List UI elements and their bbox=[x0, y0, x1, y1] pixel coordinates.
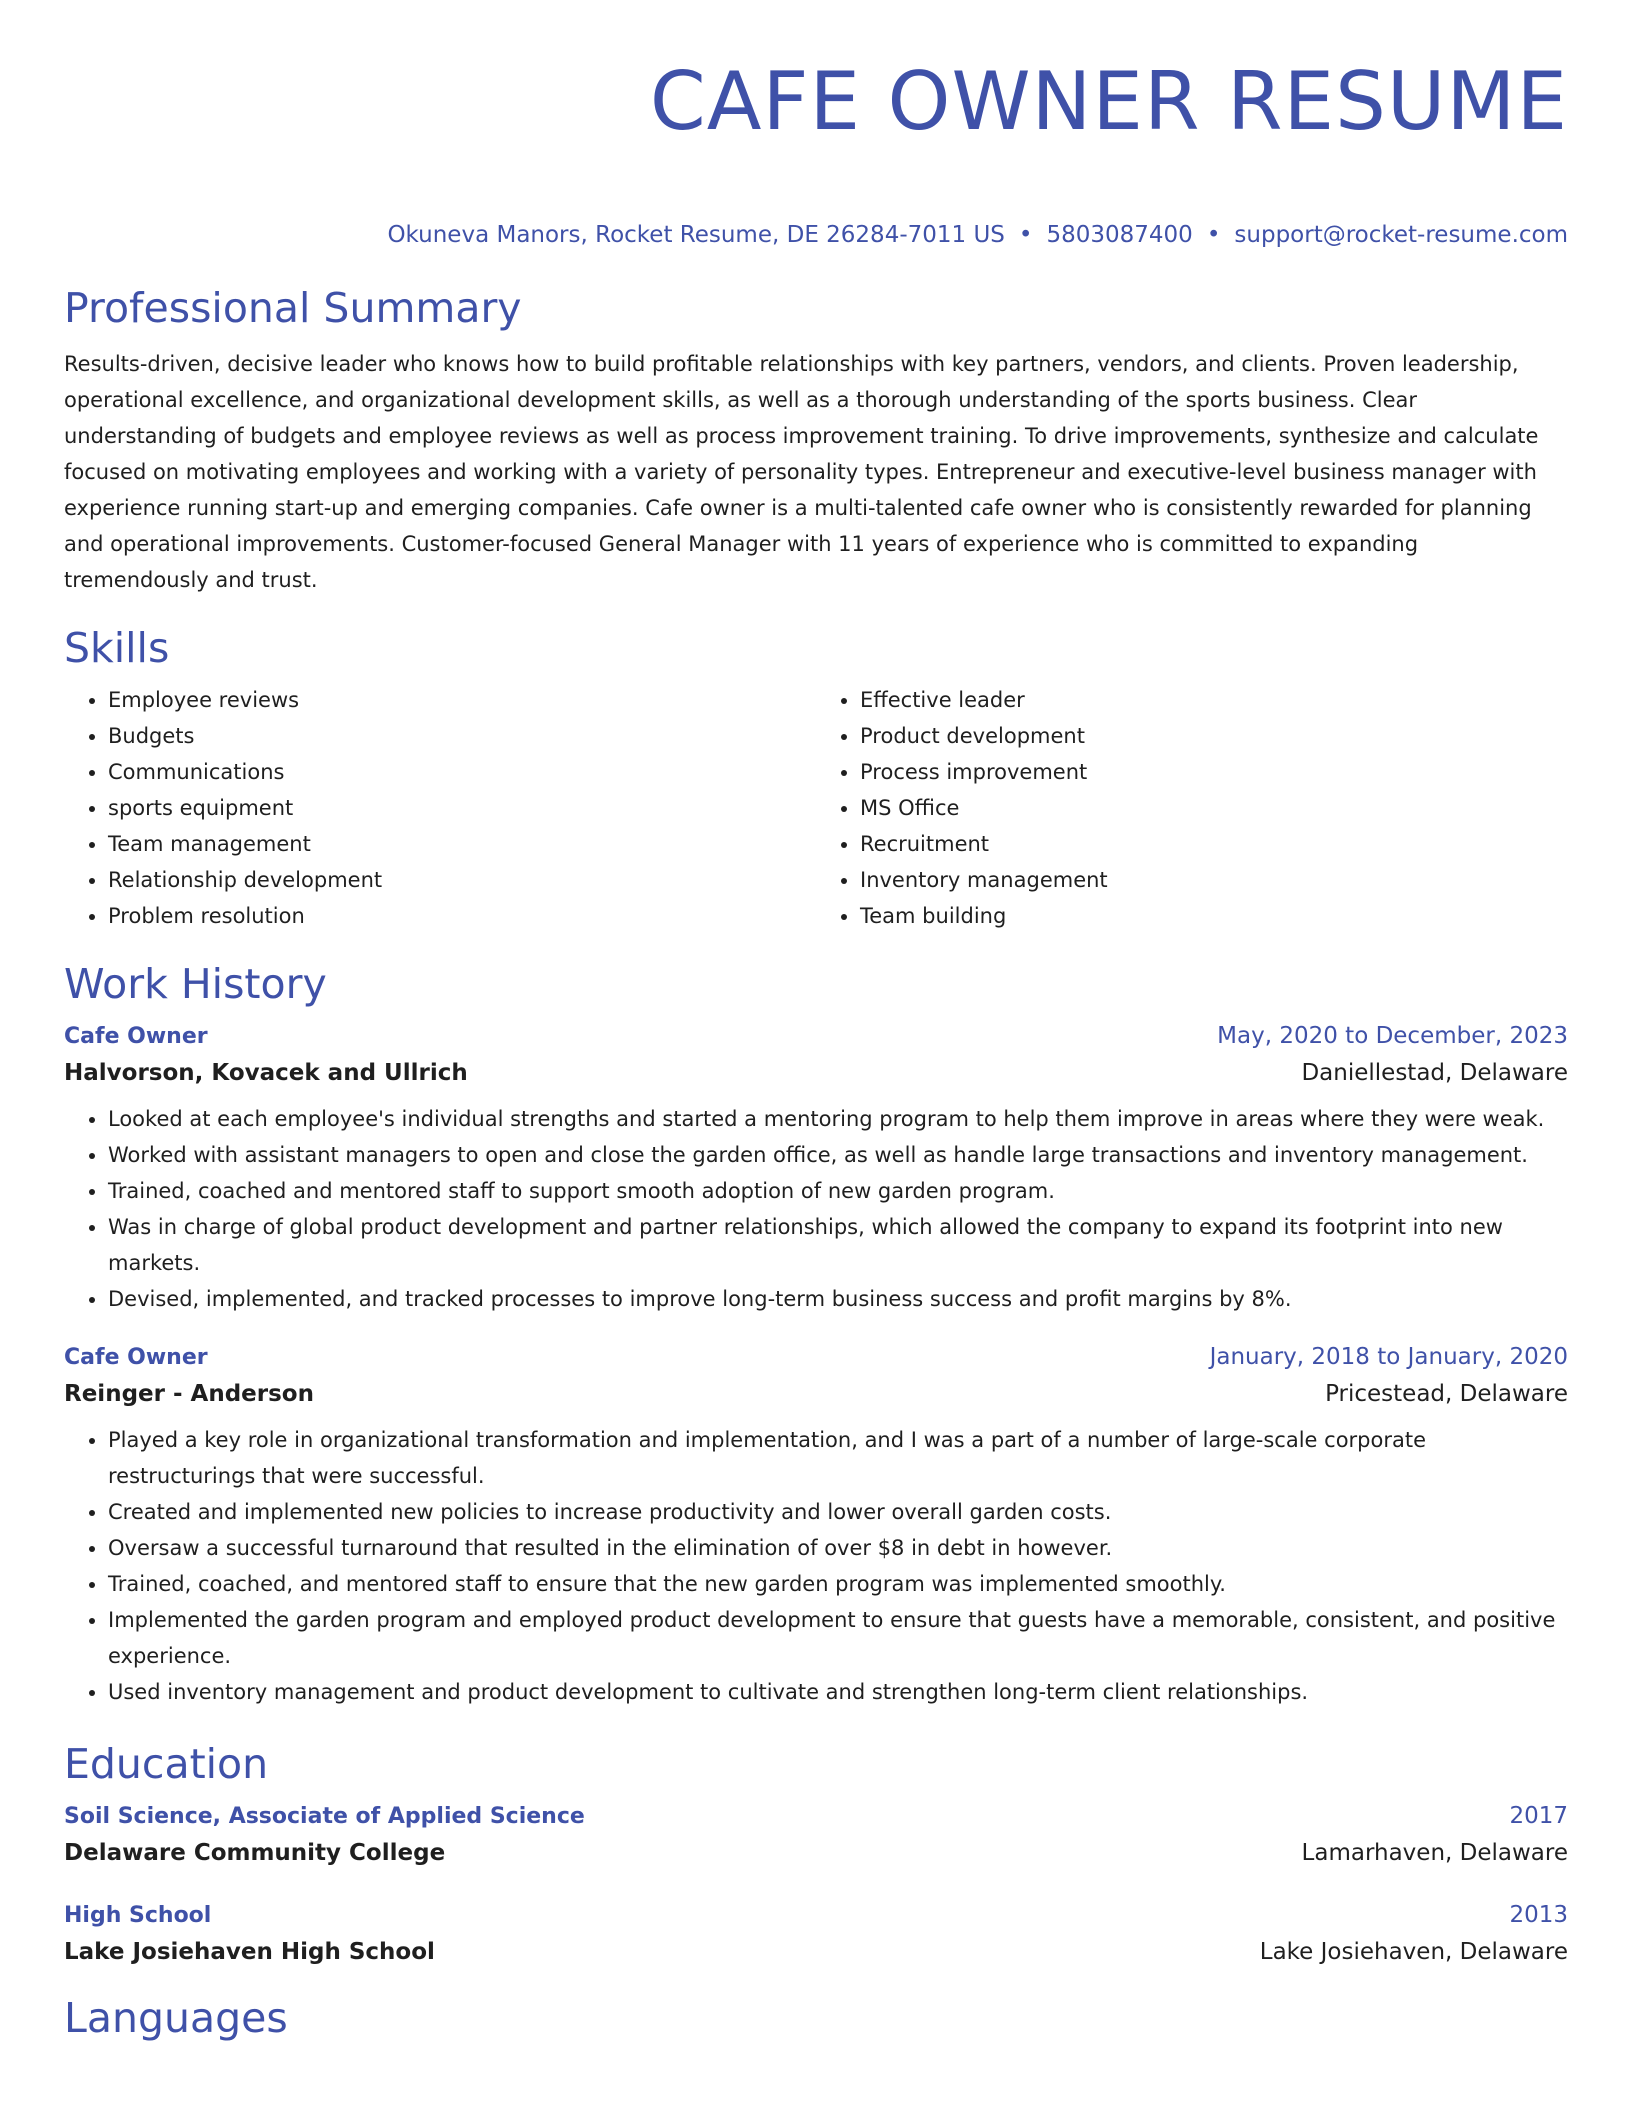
languages-heading: Languages bbox=[64, 1994, 288, 2042]
summary-heading: Professional Summary bbox=[64, 284, 522, 332]
job-bullet: • Devised, implemented, and tracked processes to improve long-term business success and profit margins by 8%. bbox=[108, 1281, 1568, 1317]
job-entry bbox=[64, 1339, 1568, 1710]
job-bullet: • Created and implemented new policies to increase productivity and lower overall garden costs. bbox=[108, 1494, 1568, 1530]
education-header bbox=[64, 1897, 1568, 1934]
education-school: Delaware Community College bbox=[64, 1840, 446, 1866]
skill-item: • Team management bbox=[108, 826, 816, 862]
education-entry bbox=[64, 1897, 1568, 1970]
education-heading: Education bbox=[64, 1740, 269, 1788]
job-bullets bbox=[64, 1101, 1568, 1317]
job-dates: January, 2018 to January, 2020 bbox=[1209, 1344, 1568, 1370]
contact-separator: • bbox=[1018, 222, 1033, 248]
skill-item: • Product development bbox=[860, 718, 1568, 754]
education-school: Lake Josiehaven High School bbox=[64, 1939, 435, 1965]
job-bullet: • Was in charge of global product development and partner relationships, which allowed the company to expand its footprint into new markets. bbox=[108, 1209, 1568, 1281]
skill-item: • Budgets bbox=[108, 718, 816, 754]
job-bullets bbox=[64, 1422, 1568, 1710]
education-year: 2017 bbox=[1509, 1803, 1568, 1829]
contact-email[interactable]: support@rocket-resume.com bbox=[1234, 222, 1568, 248]
summary-text: Results-driven, decisive leader who knows how to build profitable relationships with key partners, vendors, and clients. Proven leadership, operational excellence, and organizational development skills, as well as a thorough understanding of the sports business. Clear understanding of budgets and employee reviews as well as process improvement training. To drive improvements, synthesize and calculate focused on motivating employees and working with a variety of personality types. Entrepreneur and executive-level business manager with experience running start-up and emerging companies. Cafe owner is a multi-talented cafe owner who is consistently rewarded for planning and operational improvements. Customer-focused General Manager with 11 years of experience who is committed to expanding tremendously and trust. bbox=[64, 352, 1539, 592]
work-history-heading: Work History bbox=[64, 960, 327, 1008]
education-entry bbox=[64, 1798, 1568, 1871]
education-subheader bbox=[64, 1934, 1568, 1970]
job-header bbox=[64, 1339, 1568, 1376]
skills-list bbox=[64, 682, 1568, 934]
skills-heading: Skills bbox=[64, 624, 170, 672]
job-bullet: • Used inventory management and product development to cultivate and strengthen long-term client relationships. bbox=[108, 1674, 1568, 1710]
skill-item: • Relationship development bbox=[108, 862, 816, 898]
job-bullet: • Looked at each employee's individual strengths and started a mentoring program to help them improve in areas where they were weak. bbox=[108, 1101, 1568, 1137]
skill-item: • MS Office bbox=[860, 790, 1568, 826]
contact-line bbox=[64, 220, 1568, 250]
job-bullet: • Implemented the garden program and employed product development to ensure that guests have a memorable, consistent, and positive experience. bbox=[108, 1602, 1568, 1674]
skill-item: • Team building bbox=[860, 898, 1568, 934]
skill-item: • Problem resolution bbox=[108, 898, 816, 934]
education-degree: High School bbox=[64, 1903, 212, 1928]
job-header bbox=[64, 1018, 1568, 1055]
job-company: Halvorson, Kovacek and Ullrich bbox=[64, 1060, 468, 1086]
contact-separator: • bbox=[1206, 222, 1221, 248]
skill-item: • Recruitment bbox=[860, 826, 1568, 862]
job-title: Cafe Owner bbox=[64, 1024, 208, 1049]
job-bullet: • Oversaw a successful turnaround that resulted in the elimination of over $8 in debt in however. bbox=[108, 1530, 1568, 1566]
education-location: Lamarhaven, Delaware bbox=[1301, 1840, 1568, 1866]
skill-item: • sports equipment bbox=[108, 790, 816, 826]
skill-item: • Inventory management bbox=[860, 862, 1568, 898]
education-degree: Soil Science, Associate of Applied Science bbox=[64, 1804, 585, 1829]
education-header bbox=[64, 1798, 1568, 1835]
job-subheader bbox=[64, 1055, 1568, 1091]
resume-title: CAFE OWNER RESUME bbox=[649, 55, 1568, 148]
job-bullet: • Trained, coached, and mentored staff to ensure that the new garden program was implemented smoothly. bbox=[108, 1566, 1568, 1602]
job-dates: May, 2020 to December, 2023 bbox=[1217, 1023, 1568, 1049]
skill-item: • Communications bbox=[108, 754, 816, 790]
job-location: Daniellestad, Delaware bbox=[1301, 1060, 1568, 1086]
education-location: Lake Josiehaven, Delaware bbox=[1259, 1939, 1568, 1965]
education-year: 2013 bbox=[1509, 1902, 1568, 1928]
skill-item: • Process improvement bbox=[860, 754, 1568, 790]
job-bullet: • Worked with assistant managers to open and close the garden office, as well as handle large transactions and inventory management. bbox=[108, 1137, 1568, 1173]
skill-item: • Employee reviews bbox=[108, 682, 816, 718]
contact-phone: 5803087400 bbox=[1046, 222, 1193, 248]
education-subheader bbox=[64, 1835, 1568, 1871]
job-location: Pricestead, Delaware bbox=[1325, 1381, 1568, 1407]
job-entry bbox=[64, 1018, 1568, 1317]
skill-item: • Effective leader bbox=[860, 682, 1568, 718]
job-bullet: • Trained, coached and mentored staff to support smooth adoption of new garden program. bbox=[108, 1173, 1568, 1209]
job-bullet: • Played a key role in organizational transformation and implementation, and I was a part of a number of large-scale corporate restructurings that were successful. bbox=[108, 1422, 1568, 1494]
contact-address: Okuneva Manors, Rocket Resume, DE 26284-7011 US bbox=[387, 222, 1005, 248]
job-subheader bbox=[64, 1376, 1568, 1412]
job-company: Reinger - Anderson bbox=[64, 1381, 314, 1407]
skills-column-right bbox=[816, 682, 1568, 934]
job-title: Cafe Owner bbox=[64, 1345, 208, 1370]
skills-column-left bbox=[64, 682, 816, 934]
